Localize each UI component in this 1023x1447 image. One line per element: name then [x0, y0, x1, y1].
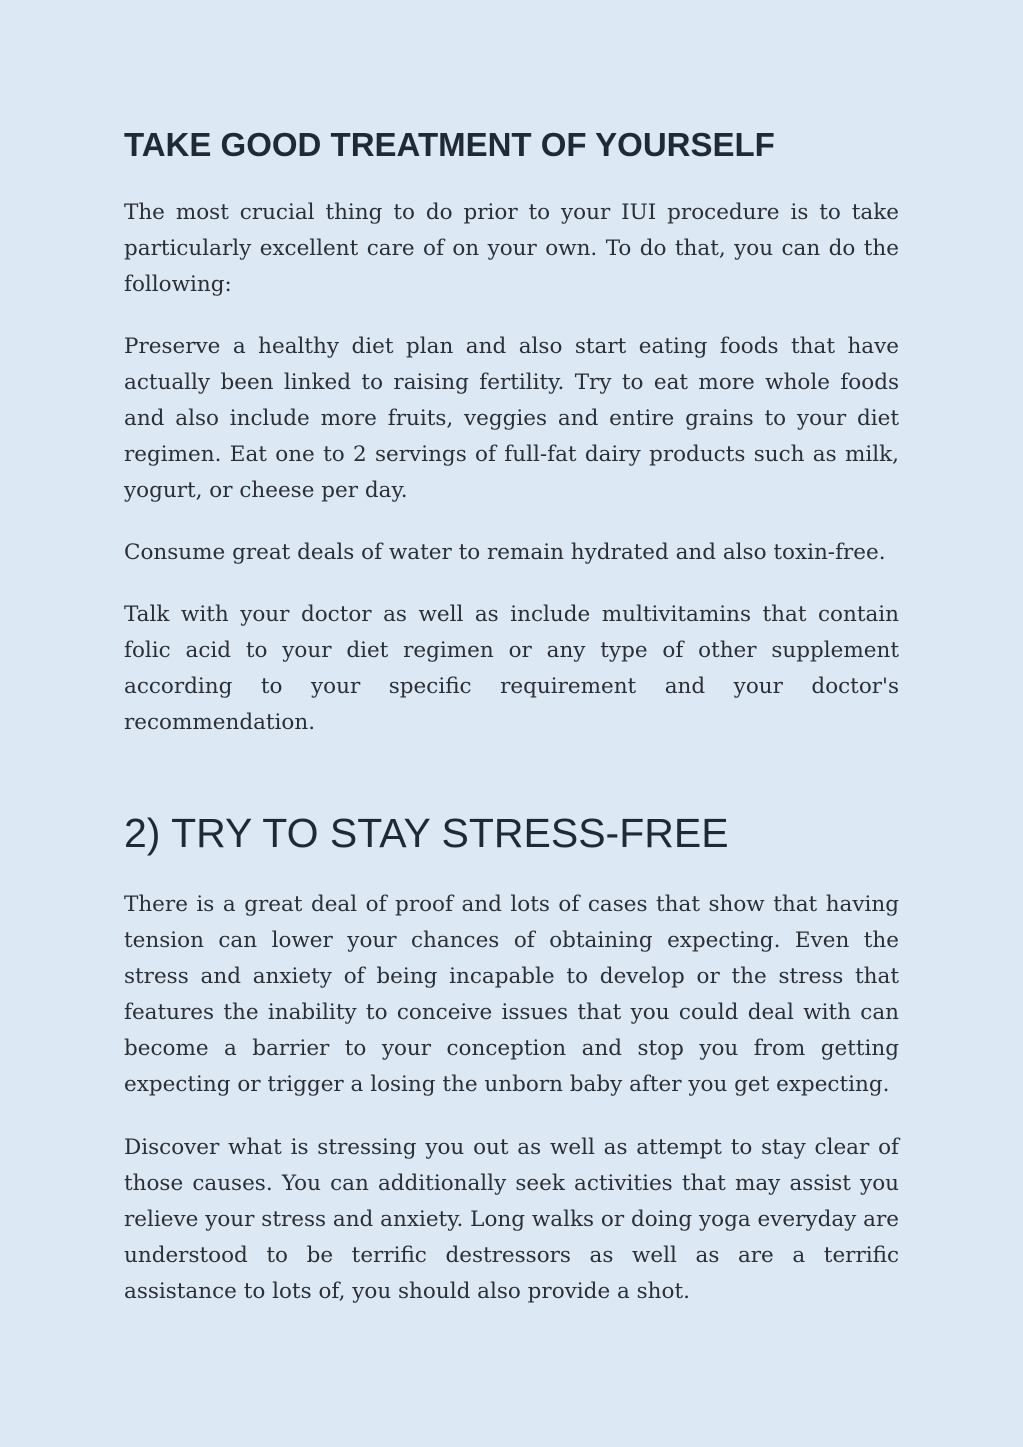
paragraph-multivitamins: Talk with your doctor as well as include multivitamins that contain folic acid to your diet regimen or any type of other supplement according to your specific requirement and your doctor's recommendation.	[124, 602, 899, 735]
section-heading-self-care: TAKE GOOD TREATMENT OF YOURSELF	[124, 126, 775, 163]
paragraph-diet: Preserve a healthy diet plan and also start eating foods that have actually been linked to raising fertility. Try to eat more whole foods and also include more fruits, veggies and entire grains to your diet regimen. Eat one to 2 servings of full-fat dairy products such as milk, yogurt, or cheese per day.	[124, 334, 899, 503]
paragraph-stress-relief: Discover what is stressing you out as well as attempt to stay clear of those causes. You can additionally seek activities that may assist you relieve your stress and anxiety. Long walks or doing yoga everyday are understood to be terrific destressors as well as are a terrific assistance to lots of, you should also provide a shot.	[124, 1135, 899, 1304]
paragraph-intro: The most crucial thing to do prior to your IUI procedure is to take particularly excellent care of on your own. To do that, you can do the following:	[124, 200, 899, 297]
paragraph-water: Consume great deals of water to remain hydrated and also toxin-free.	[124, 540, 886, 565]
section-heading-stress-free: 2) TRY TO STAY STRESS-FREE	[124, 810, 729, 856]
paragraph-stress-evidence: There is a great deal of proof and lots of cases that show that having tension can lower your chances of obtaining expecting. Even the stress and anxiety of being incapable to develop or the stress that features the inability to conceive issues that you could deal with can become a barrier to your conception and stop you from getting expecting or trigger a losing the unborn baby after you get expecting.	[124, 892, 899, 1097]
